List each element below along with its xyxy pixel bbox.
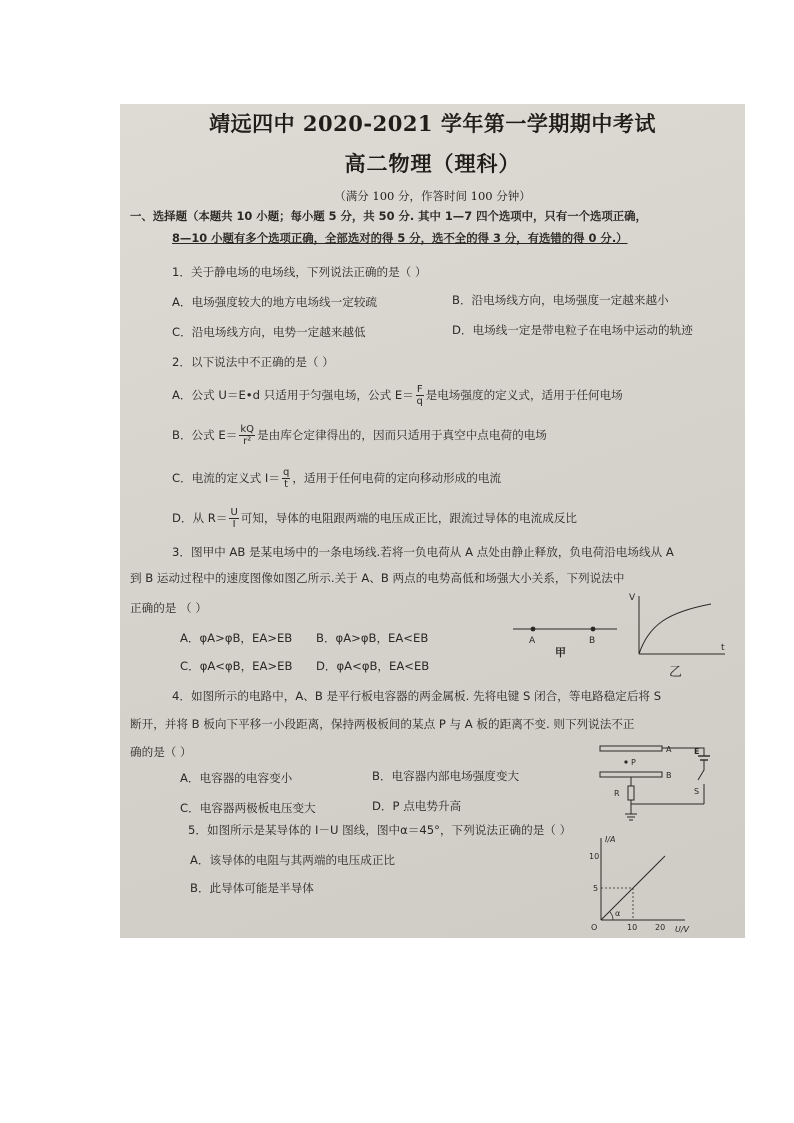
q3-stem-line1: 3．图甲中 AB 是某电场中的一条电场线.若将一负电荷从 A 点处由静止释放，负电荷沿电场线从 A — [172, 545, 674, 559]
q2-option-b: B．公式 E＝ $\frac{kQ}{\text{r²}}$ 是由库仑定律得出的，因而只适用于真空中点电荷的电场 — [172, 424, 547, 447]
q1-option-b: B．沿电场线方向，电场强度一定越来越小 — [452, 293, 669, 307]
q4-option-c: C．电容器两极板电压变大 — [180, 801, 316, 815]
section-heading-line2: 8—10 小题有多个选项正确，全部选对的得 5 分，选不全的得 3 分，有选错的得 0 分.） — [172, 231, 628, 245]
q4-stem-line2: 断开，并将 B 板向下平移一小段距离，保持两极板间的某点 P 与 A 板的距离不变. 则下列说法不正 — [130, 717, 635, 731]
q5-option-b: B．此导体可能是半导体 — [190, 881, 314, 895]
q4-stem-line3: 确的是（ ） — [130, 745, 192, 759]
i-axis-label: I/A — [605, 835, 616, 844]
q5-option-a: A．该导体的电阻与其两端的电压成正比 — [190, 853, 396, 867]
tick-20-u: 20 — [655, 923, 666, 932]
point-a-label: A — [529, 636, 536, 646]
q4-option-a: A．电容器的电容变小 — [180, 771, 293, 785]
u-axis-label: U/V — [675, 925, 690, 934]
point-b-label: B — [589, 636, 596, 646]
t-axis-label: t — [721, 643, 725, 653]
fig-yi-caption: 乙 — [669, 665, 683, 680]
tick-10-i: 10 — [589, 852, 600, 861]
alpha-label: α — [615, 909, 621, 918]
q2-option-c: C．电流的定义式 I＝ $\frac{q}{t}$ ，适用于任何电荷的定向移动形成的电流 — [172, 467, 502, 490]
q3-stem-line3: 正确的是 （ ） — [130, 601, 207, 615]
origin-label: O — [591, 923, 598, 932]
q4-stem-line1: 4．如图所示的电路中，A、B 是平行板电容器的两金属板. 先将电键 S 闭合，等电路稳定后将 S — [172, 689, 662, 703]
resistor-r — [628, 786, 634, 800]
q5-stem: 5．如图所示是某导体的 I－U 图线，图中α＝45°，下列说法正确的是（ ） — [188, 823, 572, 837]
fraction-f-over-q: $\frac{F}{q}$ — [416, 384, 423, 407]
velocity-curve — [639, 604, 711, 654]
q1-option-c: C．沿电场线方向，电势一定越来越低 — [172, 325, 366, 339]
fraction-kq-over-r2: $\frac{kQ}{\text{r²}}$ — [240, 424, 255, 447]
q1-option-d: D．电场线一定是带电粒子在电场中运动的轨迹 — [452, 323, 693, 337]
q3-figure-yi — [625, 590, 735, 682]
point-a-dot — [531, 627, 536, 632]
battery-e-label: E — [694, 747, 700, 756]
plate-b — [600, 772, 662, 777]
exam-subtitle: 高二物理（理科） — [344, 151, 521, 176]
q3-stem-line2: 到 B 运动过程中的速度图像如图乙所示.关于 A、B 两点的电势高低和场强大小关系，下列说法中 — [130, 571, 625, 585]
exam-photo — [120, 104, 745, 938]
exam-title: 靖远四中 2020-2021 学年第一学期期中考试 — [209, 111, 656, 136]
alpha-arc — [610, 912, 613, 920]
tick-5-i: 5 — [593, 884, 599, 893]
section-heading-line1: 一、选择题（本题共 10 小题；每小题 5 分，共 50 分. 其中 1—7 四个选项中，只有一个选项正确， — [130, 209, 647, 223]
resistor-r-label: R — [614, 789, 620, 798]
q3-option-d: D．φA<φB，EA<EB — [316, 659, 430, 673]
point-p-label: P — [631, 758, 636, 767]
q1-stem: 1．关于静电场的电场线，下列说法正确的是（ ） — [172, 265, 427, 279]
plate-a-label: A — [666, 745, 672, 754]
q5-iu-graph — [585, 832, 705, 936]
q3-option-b: B．φA>φB，EA<EB — [316, 631, 429, 645]
exam-info: （满分 100 分，作答时间 100 分钟） — [334, 189, 531, 203]
q3-option-c: C．φA<φB，EA>EB — [180, 659, 293, 673]
q4-option-d: D．P 点电势升高 — [372, 799, 462, 813]
v-axis-label: V — [629, 593, 636, 603]
point-p-dot — [624, 760, 627, 763]
q2-stem: 2．以下说法中不正确的是（ ） — [172, 355, 334, 369]
q4-circuit-figure — [590, 734, 720, 826]
fraction-q-over-t: $\frac{q}{t}$ — [282, 467, 290, 490]
q1-option-a: A．电场强度较大的地方电场线一定较疏 — [172, 295, 378, 309]
plate-b-label: B — [666, 771, 672, 780]
q3-figure-jia — [505, 609, 625, 659]
point-b-dot — [591, 627, 596, 632]
q3-option-a: A．φA>φB，EA>EB — [180, 631, 293, 645]
q4-option-b: B．电容器内部电场强度变大 — [372, 769, 520, 783]
q2-option-d: D．从 R＝ $\frac{U}{I}$ 可知，导体的电阻跟两端的电压成正比，跟流过导体的电流成反比 — [172, 507, 578, 530]
tick-10-u: 10 — [627, 923, 638, 932]
fig-jia-caption: 甲 — [555, 646, 566, 659]
q2-option-a: A．公式 U＝E•d 只适用于匀强电场，公式 E＝ $\frac{F}{q}$ 是电场强度的定义式，适用于任何电场 — [172, 384, 623, 407]
switch-s — [698, 760, 704, 780]
fraction-u-over-i: $\frac{U}{I}$ — [230, 507, 238, 530]
plate-a — [600, 746, 662, 751]
switch-s-label: S — [694, 787, 700, 796]
